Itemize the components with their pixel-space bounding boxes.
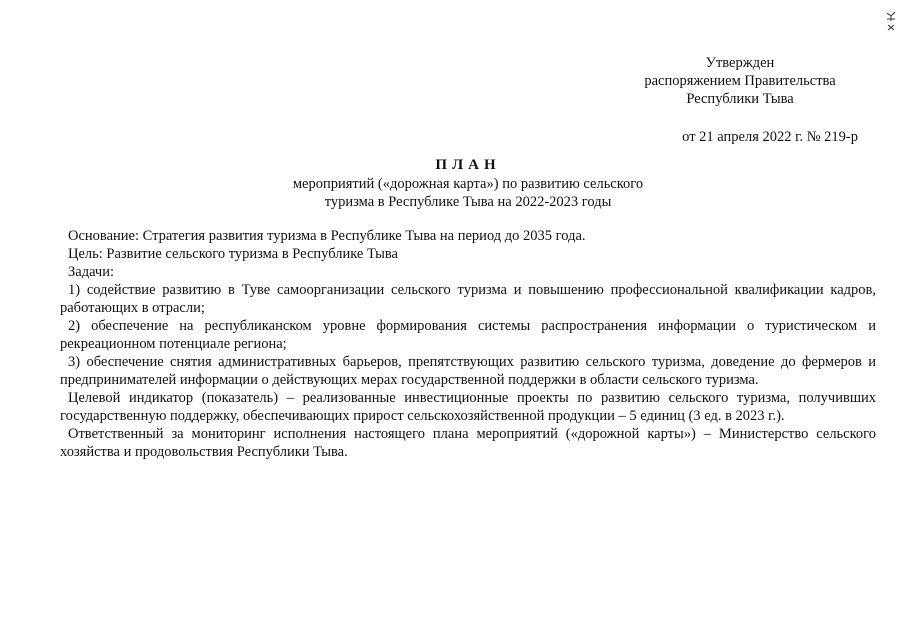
approval-block [620,54,860,108]
document-body [60,227,876,461]
goal-paragraph: Цель: Развитие сельского туризма в Республике Тыва [68,246,398,262]
title-line-1: мероприятий («дорожная карта») по развитию сельского [292,176,644,192]
basis-paragraph: Основание: Стратегия развития туризма в Республике Тыва на период до 2035 года. [68,228,586,244]
approval-line-1: Утвержден [705,55,775,71]
approval-date: от 21 апреля 2022 г. № 219-р [682,129,858,145]
title-line-2: туризма в Республике Тыва на 2022-2023 годы [324,194,612,210]
plan-heading: ПЛАН [435,157,501,173]
handwritten-mark-icon [884,10,898,32]
approval-line-2: распоряжением Правительства [644,73,836,89]
responsible-paragraph: Ответственный за мониторинг исполнения настоящего плана мероприятий («дорожной карты») – Министерство сельского хозяйства и продовольствия Республики Тыва. [60,426,876,460]
task-item-1: 1) содействие развитию в Туве самоорганизации сельского туризма и повышению профессиональной квалификации кадров, работающих в отрасли; [60,282,876,316]
indicator-paragraph: Целевой индикатор (показатель) – реализованные инвестиционные проекты по развитию сельского туризма, получивших государственную поддержку, обеспечивающих прирост сельскохозяйственной продукции – 5 единиц (3 ед. в 2023 г.). [60,390,876,424]
task-item-2: 2) обеспечение на республиканском уровне формирования системы распространения информации о туристическом и рекреационном потенциале региона; [60,318,876,352]
task-item-3: 3) обеспечение снятия административных барьеров, препятствующих развитию сельского туризма, доведение до фермеров и предпринимателей информации о действующих мерах государственной поддержки в области сельского туризма. [60,354,876,388]
document-title [60,156,876,211]
tasks-label: Задачи: [68,264,115,280]
approval-line-3: Республики Тыва [686,91,794,107]
